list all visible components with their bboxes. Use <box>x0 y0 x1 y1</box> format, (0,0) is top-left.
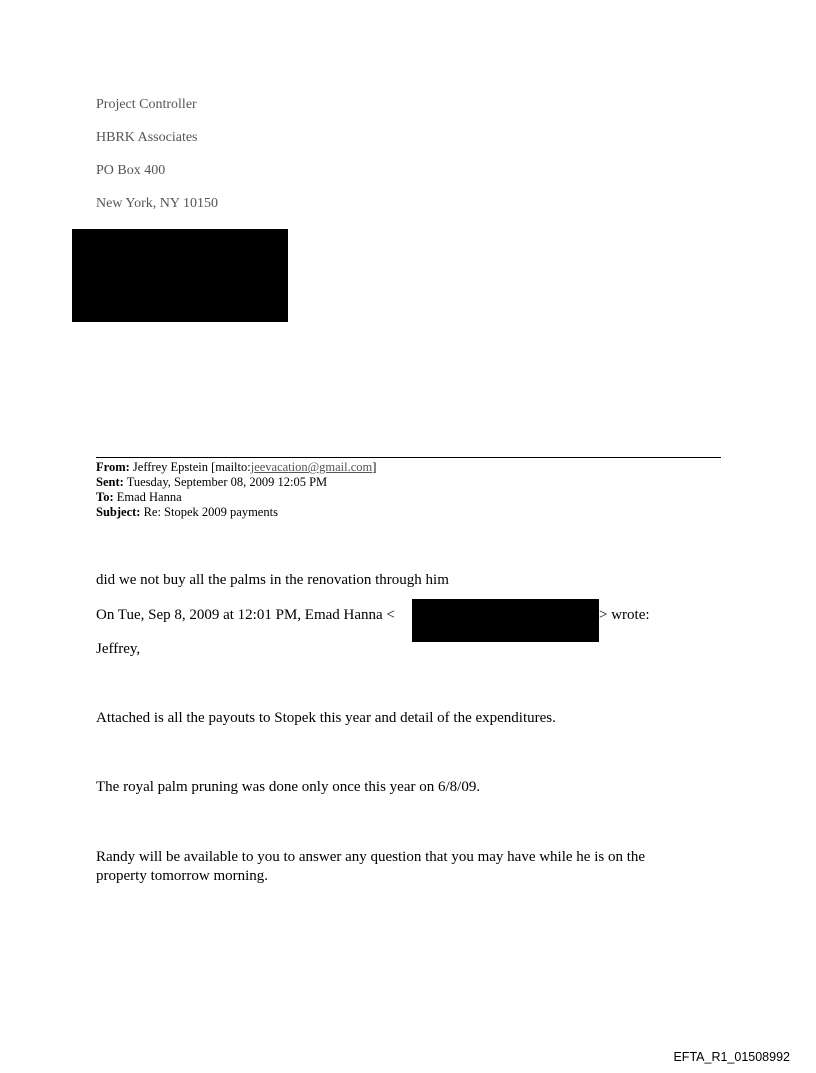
reply-text: did we not buy all the palms in the renovation through him <box>96 572 449 588</box>
from-email-link[interactable]: jeevacation@gmail.com <box>250 460 373 474</box>
from-close: ] <box>372 460 377 474</box>
header-divider <box>96 457 721 458</box>
to-label: To: <box>96 490 114 504</box>
email-header <box>96 460 376 520</box>
quote-intro <box>96 607 395 624</box>
sent-value: Tuesday, September 08, 2009 12:05 PM <box>126 475 328 489</box>
salutation: Jeffrey, <box>96 641 141 657</box>
signature-title: Project Controller <box>96 97 197 112</box>
from-name: Jeffrey Epstein [mailto: <box>132 460 251 474</box>
subject-row <box>96 505 376 520</box>
document-id: EFTA_R1_01508992 <box>673 1050 790 1064</box>
signature-company: HBRK Associates <box>96 130 198 145</box>
quote-intro-after: > wrote: <box>599 607 650 623</box>
subject-value: Re: Stopek 2009 payments <box>143 505 278 519</box>
paragraph-randy: Randy will be available to you to answer any question that you may have while he is on the property tomorrow morning. <box>96 849 646 884</box>
to-value: Emad Hanna <box>116 490 182 504</box>
subject-label: Subject: <box>96 505 141 519</box>
from-label: From: <box>96 460 130 474</box>
signature-city: New York, NY 10150 <box>96 196 218 211</box>
sent-label: Sent: <box>96 475 124 489</box>
redaction-block <box>72 229 288 322</box>
quote-intro-before: On Tue, Sep 8, 2009 at 12:01 PM, Emad Hanna < <box>96 607 395 623</box>
paragraph-payouts: Attached is all the payouts to Stopek this year and detail of the expenditures. <box>96 710 556 726</box>
signature-po-box: PO Box 400 <box>96 163 166 178</box>
to-row <box>96 490 376 505</box>
paragraph-pruning: The royal palm pruning was done only once this year on 6/8/09. <box>96 779 481 795</box>
redaction-email <box>412 599 599 642</box>
sent-row <box>96 475 376 490</box>
from-row <box>96 460 376 475</box>
